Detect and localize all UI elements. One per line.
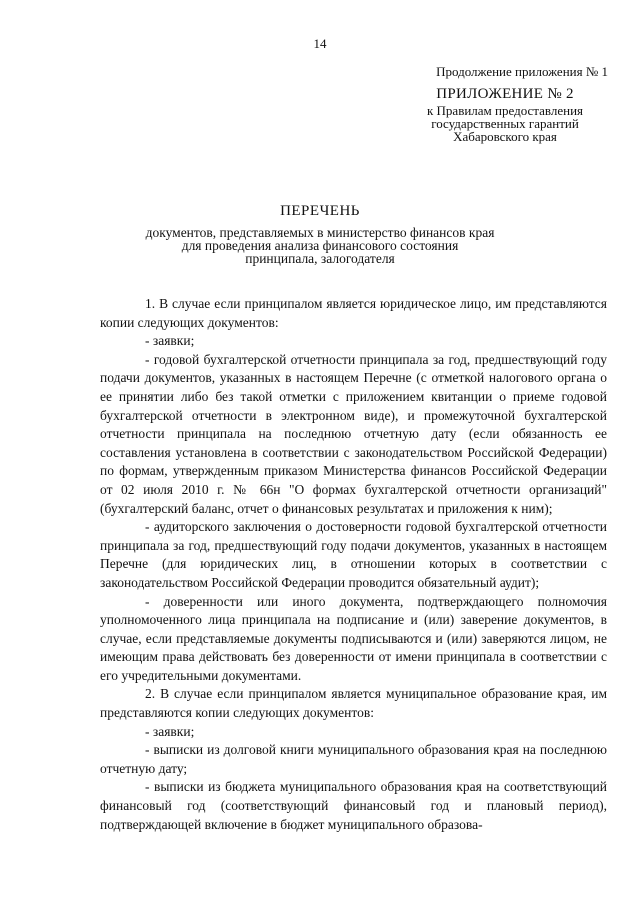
appendix-title: ПРИЛОЖЕНИЕ № 2 — [436, 86, 574, 102]
paragraph: - заявки; — [145, 333, 195, 349]
continuation-note: Продолжение приложения № 1 — [436, 64, 608, 79]
paragraph: - аудиторского заключения о достоверности годовой бухгалтерской отчетности принципала за год, предшествующий году подачи документов, указанных в настоящем Перечне (для юридических лиц, в отношении которых в соответствии с законодательством Российской Федерации проводится обязательный аудит); — [100, 519, 607, 590]
appendix-header — [405, 84, 605, 143]
document-title: ПЕРЕЧЕНЬ — [280, 203, 360, 219]
subtitle-line: документов, представляемых в министерство финансов края — [145, 225, 495, 240]
appendix-line: Хабаровского края — [453, 129, 557, 144]
paragraph: - годовой бухгалтерской отчетности принципала за год, предшествующий году подачи документов, указанных в настоящем Перечне (с отметкой налогового органа о ее принятии либо без такой отметки с приложением квитанции о приеме годовой бухгалтерской отчетности в электронном виде), и промежуточной бухгалтерской отчетности принципала на последнюю отчетную дату (если обязанность ее составления установлена в соответствии с законодательством Российской Федерации) по формам, утвержденным приказом Министерства финансов Российской Федерации от 02 июля 2010 г. № 66н "О формах бухгалтерской отчетности организаций" (бухгалтерский баланс, отчет о финансовых результатах и приложения к ним); — [100, 351, 607, 516]
paragraph: - доверенности или иного документа, подтверждающего полномочия уполномоченного лица принципала на подписание и (или) заверение документов, в случае, если представляемые документы подписываются и (или) заверяются лицом, не имеющим права действовать без доверенности от имени принципала в соответствии с его учредительными документами. — [100, 593, 607, 683]
subtitle-line: принципала, залогодателя — [245, 251, 395, 266]
paragraph: - заявки; — [145, 723, 195, 739]
paragraph: 2. В случае если принципалом является муниципальное образование края, им представляются копии следующих документов: — [100, 686, 607, 721]
appendix-line: к Правилам предоставления — [426, 103, 584, 118]
paragraph: - выписки из бюджета муниципального образования края на соответствующий финансовый год (соответствующий финансовый год и плановый период), подтверждающей включение в бюджет муниципального образова- — [100, 779, 607, 832]
paragraph: 1. В случае если принципалом является юридическое лицо, им представляются копии следующих документов: — [100, 296, 607, 330]
subtitle-line: для проведения анализа финансового состояния — [181, 238, 459, 253]
page-number: 14 — [313, 36, 327, 51]
appendix-line: государственных гарантий — [431, 116, 579, 131]
document-body — [100, 295, 607, 834]
paragraph: - выписки из долговой книги муниципального образования края на последнюю отчетную дату; — [100, 742, 607, 776]
document-subtitle — [0, 226, 640, 265]
